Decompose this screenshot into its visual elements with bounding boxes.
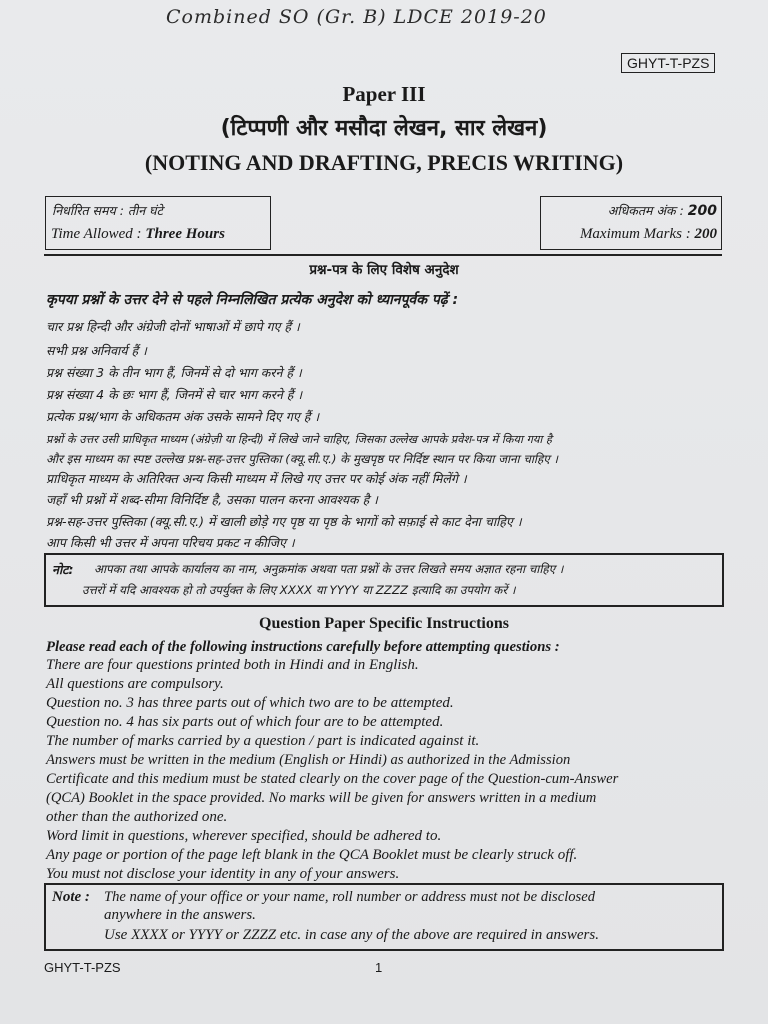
hindi-instruction-line: चार प्रश्न हिन्दी और अंग्रेजी दोनों भाषाओं में छापे गए हैं । <box>46 319 300 334</box>
english-instruction-line: Question no. 4 has six parts out of which four are to be attempted. <box>46 714 444 730</box>
english-instruction-line: There are four questions printed both in Hindi and in English. <box>46 657 419 673</box>
hindi-instruction-line: प्रश्नों के उत्तर उसी प्राधिकृत माध्यम (अंग्रेज़ी या हिन्दी) में लिखे जाने चाहिए, जिसका उल्लेख आपके प्रवेश-पत्र में किया गया है <box>46 433 552 446</box>
hindi-instruction-line: प्रत्येक प्रश्न/भाग के अधिकतम अंक उसके सामने दिए गए हैं । <box>46 409 320 424</box>
english-instruction-line: Answers must be written in the medium (English or Hindi) as authorized in the Admission <box>46 752 571 768</box>
hindi-note-box <box>44 553 724 607</box>
english-instruction-line: Certificate and this medium must be stated clearly on the cover page of the Question-cum-Answer <box>46 771 619 787</box>
divider-line <box>44 254 722 256</box>
hindi-instruction-line: और इस माध्यम का स्पष्ट उल्लेख प्रश्न-सह-उत्तर पुस्तिका (क्यू.सी.ए.) के मुखपृष्ठ पर निर्दिष्ट स्थान पर किया जाना चाहिए । <box>46 452 558 466</box>
hindi-instructions-subheading: कृपया प्रश्नों के उत्तर देने से पहले निम्नलिखित प्रत्येक अनुदेश को ध्यानपूर्वक पढ़ें : <box>46 292 459 308</box>
english-note-label: Note : <box>52 889 90 905</box>
marks-value-hindi: 200 <box>687 203 717 219</box>
hindi-note-label: नोट: <box>52 562 74 577</box>
english-instruction-line: Word limit in questions, wherever specified, should be adhered to. <box>46 828 442 844</box>
time-allowed-box <box>45 196 271 250</box>
marks-label-hindi: अधिकतम अंक : <box>607 203 684 218</box>
hindi-instruction-line: आप किसी भी उत्तर में अपना परिचय प्रकट न कीजिए । <box>46 535 295 550</box>
handwritten-header-note: Combined SO (Gr. B) LDCE 2019-20 <box>166 6 547 28</box>
english-note-line: Use XXXX or YYYY or ZZZZ etc. in case any of the above are required in answers. <box>104 927 599 943</box>
footer-paper-code: GHYT-T-PZS <box>44 960 121 975</box>
english-instructions-subheading: Please read each of the following instructions carefully before attempting questions : <box>46 639 560 655</box>
footer-page-number: 1 <box>375 960 383 975</box>
english-note-box <box>44 883 724 951</box>
english-instruction-line: (QCA) Booklet in the space provided. No marks will be given for answers written in a medium <box>46 790 597 806</box>
hindi-instruction-line: जहाँ भी प्रश्नों में शब्द-सीमा विनिर्दिष्ट है, उसका पालन करना आवश्यक है । <box>46 492 378 507</box>
english-instructions-heading: Question Paper Specific Instructions <box>259 615 509 632</box>
english-instruction-line: other than the authorized one. <box>46 809 228 825</box>
hindi-instruction-line: प्रश्न संख्या 3 के तीन भाग हैं, जिनमें से दो भाग करने हैं । <box>46 365 302 380</box>
title-hindi: (टिप्पणी और मसौदा लेखन, सार लेखन) <box>220 116 548 141</box>
maximum-marks-box <box>540 196 722 250</box>
time-value-english: Three Hours <box>145 226 225 242</box>
hindi-instruction-line: सभी प्रश्न अनिवार्य हैं । <box>46 343 147 358</box>
english-instruction-line: The number of marks carried by a question / part is indicated against it. <box>46 733 480 749</box>
hindi-instruction-line: प्रश्न-सह-उत्तर पुस्तिका (क्यू.सी.ए.) में खाली छोड़े गए पृष्ठ या पृष्ठ के भागों को सफ़ाई से काट देना चाहिए । <box>46 514 522 529</box>
marks-value-english: 200 <box>694 226 717 242</box>
paper-code-box: GHYT-T-PZS <box>621 53 715 73</box>
english-instruction-line: Any page or portion of the page left blank in the QCA Booklet must be clearly struck off. <box>46 847 578 863</box>
title-english: (NOTING AND DRAFTING, PRECIS WRITING) <box>144 150 624 175</box>
english-instruction-line: Question no. 3 has three parts out of which two are to be attempted. <box>46 695 454 711</box>
english-note-line: anywhere in the answers. <box>104 907 256 923</box>
hindi-instruction-line: प्राधिकृत माध्यम के अतिरिक्त अन्य किसी माध्यम में लिखे गए उत्तर पर कोई अंक नहीं मिलेंगे । <box>46 471 467 486</box>
english-instruction-line: You must not disclose your identity in any of your answers. <box>46 866 400 882</box>
marks-label-english: Maximum Marks : <box>579 226 691 242</box>
hindi-instructions-heading: प्रश्न-पत्र के लिए विशेष अनुदेश <box>309 262 459 278</box>
english-instruction-line: All questions are compulsory. <box>46 676 224 692</box>
paper-title: Paper III <box>342 82 426 106</box>
time-label-english: Time Allowed : <box>51 226 142 242</box>
hindi-note-line: उत्तरों में यदि आवश्यक हो तो उपर्युक्त के लिए XXXX या YYYY या ZZZZ इत्यादि का उपयोग करें । <box>82 583 516 597</box>
hindi-instruction-line: प्रश्न संख्या 4 के छः भाग हैं, जिनमें से चार भाग करने हैं । <box>46 387 303 402</box>
time-label-hindi: निर्धारित समय : <box>52 203 124 218</box>
english-note-line: The name of your office or your name, roll number or address must not be disclosed <box>104 889 596 905</box>
time-value-hindi: तीन घंटे <box>127 203 163 218</box>
hindi-note-line: आपका तथा आपके कार्यालय का नाम, अनुक्रमांक अथवा पता प्रश्नों के उत्तर लिखते समय अज्ञात रहना चाहिए । <box>94 562 564 576</box>
